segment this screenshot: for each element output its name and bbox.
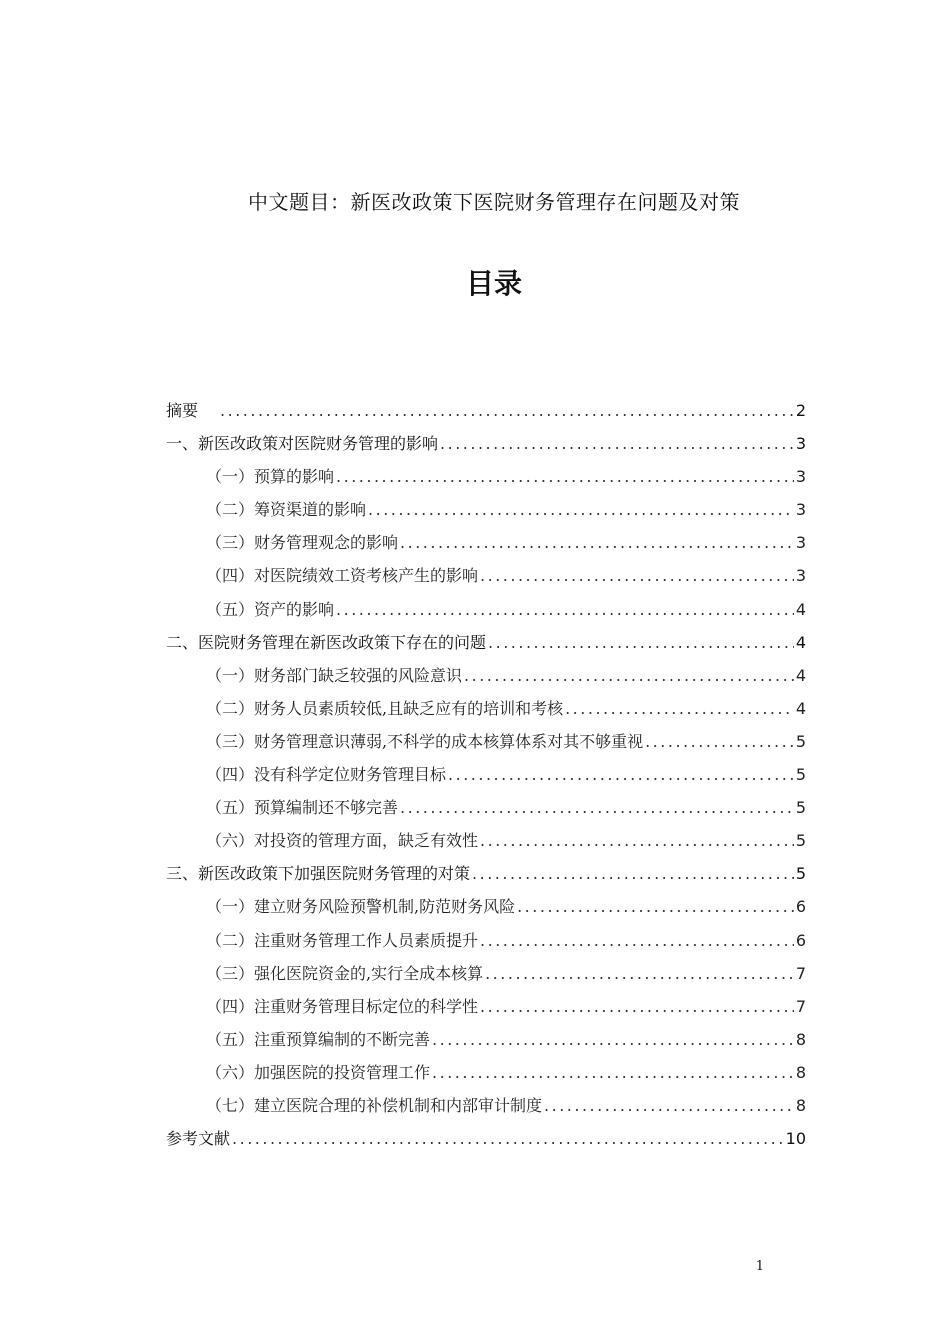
toc-entry-3-2[interactable] xyxy=(166,924,806,957)
toc-entry-1-4[interactable] xyxy=(166,559,806,592)
toc-entry-2-6[interactable] xyxy=(166,824,806,857)
toc-entry-page: 10 xyxy=(785,1129,806,1149)
toc-entry-title: （六）加强医院的投资管理工作 xyxy=(206,1062,431,1082)
toc-entry-page: 3 xyxy=(795,434,806,454)
toc-entry-title: （四）注重财务管理目标定位的科学性 xyxy=(206,996,479,1016)
toc-entry-1-3[interactable] xyxy=(166,526,806,559)
toc-entry-2-2[interactable] xyxy=(166,692,806,725)
toc-entry-title: （二）注重财务管理工作人员素质提升 xyxy=(206,930,479,950)
toc-entry-page: 3 xyxy=(795,467,806,487)
toc-entry-section-1[interactable] xyxy=(166,427,806,460)
toc-entry-3-7[interactable] xyxy=(166,1089,806,1122)
toc-entry-page: 3 xyxy=(795,500,806,520)
toc-leader xyxy=(464,659,794,692)
toc-entry-page: 5 xyxy=(795,864,806,884)
toc-entry-3-1[interactable] xyxy=(166,890,806,923)
toc-entry-title: 一、新医改政策对医院财务管理的影响 xyxy=(166,434,439,454)
toc-leader xyxy=(645,725,794,758)
toc-entry-page: 3 xyxy=(795,566,806,586)
toc-entry-title: （三）强化医院资金的,实行全成本核算 xyxy=(206,963,484,983)
toc-entry-title: （二）财务人员素质较低,且缺乏应有的培训和考核 xyxy=(206,698,564,718)
toc-leader xyxy=(440,427,794,460)
toc-entry-2-1[interactable] xyxy=(166,659,806,692)
toc-entry-page: 2 xyxy=(795,401,806,420)
toc-entry-page: 8 xyxy=(795,1062,806,1082)
toc-entry-3-5[interactable] xyxy=(166,1023,806,1056)
table-of-contents xyxy=(166,394,806,1155)
toc-entry-title: （五）注重预算编制的不断完善 xyxy=(206,1029,431,1049)
toc-entry-title: 摘要 xyxy=(166,401,199,420)
toc-entry-2-4[interactable] xyxy=(166,758,806,791)
toc-entry-page: 7 xyxy=(795,996,806,1016)
toc-leader xyxy=(517,890,794,923)
toc-leader xyxy=(220,394,794,427)
toc-entry-3-4[interactable] xyxy=(166,990,806,1023)
toc-leader xyxy=(400,791,794,824)
toc-entry-title: （一）财务部门缺乏较强的风险意识 xyxy=(206,665,463,685)
toc-entry-page: 3 xyxy=(795,533,806,553)
toc-entry-page: 4 xyxy=(795,665,806,685)
toc-entry-2-5[interactable] xyxy=(166,791,806,824)
toc-entry-title: （四）对医院绩效工资考核产生的影响 xyxy=(206,566,479,586)
toc-leader xyxy=(480,824,794,857)
toc-entry-page: 4 xyxy=(795,632,806,652)
toc-entry-page: 8 xyxy=(795,1029,806,1049)
toc-entry-title: （五）资产的影响 xyxy=(206,599,335,619)
toc-entry-section-2[interactable] xyxy=(166,626,806,659)
toc-leader xyxy=(488,626,794,659)
toc-entry-page: 5 xyxy=(795,731,806,751)
toc-entry-title: （三）财务管理观念的影响 xyxy=(206,533,399,553)
toc-leader xyxy=(400,526,794,559)
toc-leader xyxy=(485,957,794,990)
toc-entry-page: 7 xyxy=(795,963,806,983)
toc-heading: 目录 xyxy=(465,267,522,300)
toc-entry-page: 8 xyxy=(795,1095,806,1115)
toc-entry-page: 5 xyxy=(795,831,806,851)
toc-entry-3-6[interactable] xyxy=(166,1056,806,1089)
toc-entry-title: 参考文献 xyxy=(166,1129,231,1149)
toc-entry-1-2[interactable] xyxy=(166,493,806,526)
toc-entry-1-5[interactable] xyxy=(166,593,806,626)
toc-leader xyxy=(368,493,794,526)
toc-leader xyxy=(432,1023,794,1056)
toc-entry-page: 6 xyxy=(795,930,806,950)
toc-entry-title: 三、新医改政策下加强医院财务管理的对策 xyxy=(166,864,471,884)
toc-entry-title: （三）财务管理意识薄弱,不科学的成本核算体系对其不够重视 xyxy=(206,731,644,751)
toc-leader xyxy=(565,692,794,725)
toc-entry-title: （一）预算的影响 xyxy=(206,467,335,487)
toc-entry-title: （四）没有科学定位财务管理目标 xyxy=(206,765,447,785)
toc-leader xyxy=(336,593,794,626)
toc-entry-title: （一）建立财务风险预警机制,防范财务风险 xyxy=(206,897,516,917)
toc-leader xyxy=(480,990,794,1023)
toc-entry-1-1[interactable] xyxy=(166,460,806,493)
toc-leader xyxy=(448,758,794,791)
toc-leader xyxy=(544,1089,794,1122)
toc-entry-page: 4 xyxy=(795,698,806,718)
toc-leader xyxy=(336,460,794,493)
toc-entry-page: 4 xyxy=(795,599,806,619)
toc-leader xyxy=(232,1122,784,1155)
toc-entry-2-3[interactable] xyxy=(166,725,806,758)
toc-entry-abstract[interactable] xyxy=(166,394,806,427)
toc-entry-title: （六）对投资的管理方面，缺乏有效性 xyxy=(206,831,479,851)
toc-leader xyxy=(480,924,794,957)
toc-entry-page: 6 xyxy=(795,897,806,917)
toc-leader xyxy=(480,559,794,592)
toc-entry-page: 5 xyxy=(795,765,806,785)
toc-entry-page: 5 xyxy=(795,798,806,818)
toc-entry-title: （二）筹资渠道的影响 xyxy=(206,500,367,520)
toc-entry-title: （五）预算编制还不够完善 xyxy=(206,798,399,818)
toc-leader xyxy=(472,857,794,890)
document-subtitle: 中文题目：新医改政策下医院财务管理存在问题及对策 xyxy=(248,190,740,214)
toc-entry-title: （七）建立医院合理的补偿机制和内部审计制度 xyxy=(206,1095,543,1115)
toc-entry-references[interactable] xyxy=(166,1122,806,1155)
toc-leader xyxy=(432,1056,794,1089)
toc-entry-title: 二、医院财务管理在新医改政策下存在的问题 xyxy=(166,632,487,652)
toc-entry-section-3[interactable] xyxy=(166,857,806,890)
toc-entry-3-3[interactable] xyxy=(166,957,806,990)
page-number: 1 xyxy=(755,1259,764,1274)
